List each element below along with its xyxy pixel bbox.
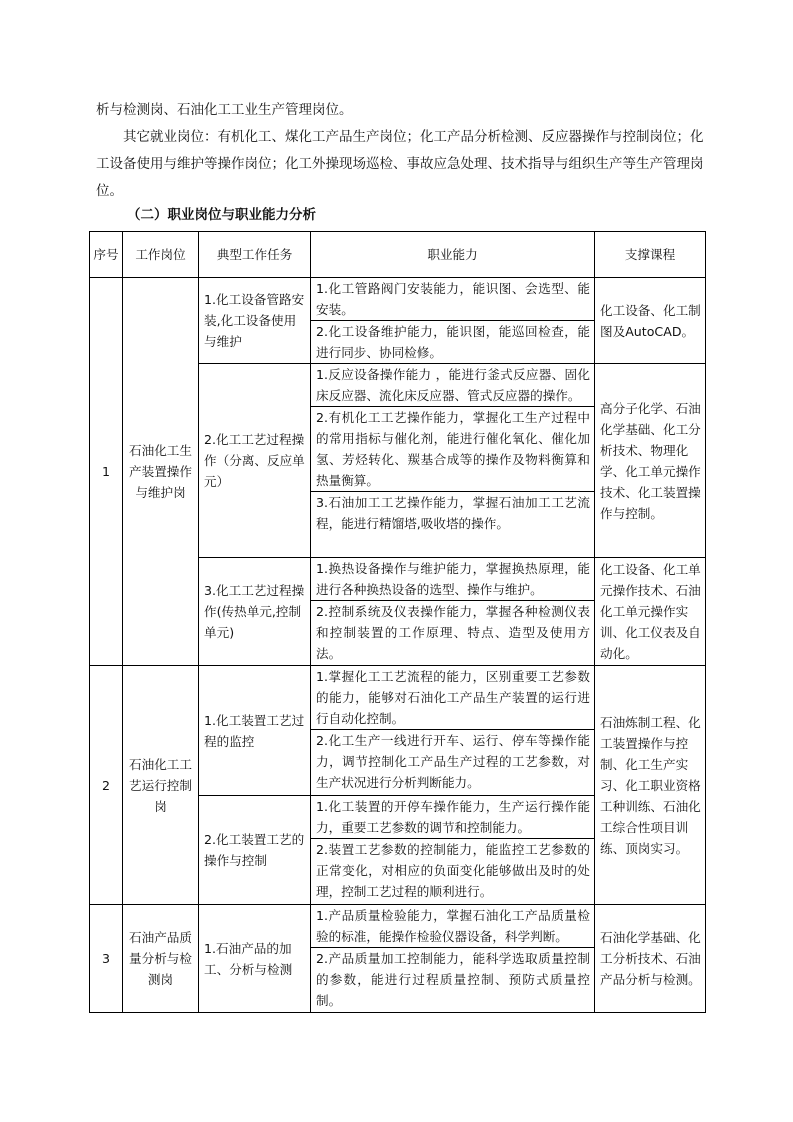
seq-cell: 1 [90, 278, 123, 666]
header-post: 工作岗位 [123, 232, 199, 278]
post-cell: 石油化工生产装置操作与维护岗 [123, 278, 199, 666]
task-cell: 2.化工工艺过程操作（分离、反应单元） [199, 364, 311, 558]
post-cell: 石油化工工艺运行控制岗 [123, 666, 199, 905]
ability-item: 2.有机化工工艺操作能力，掌握化工生产过程中的常用指标与催化剂，能进行催化氧化、催化加氢、芳烃转化、羰基合成等的操作及物料衡算和热量衡算。 [311, 406, 594, 491]
header-seq: 序号 [90, 232, 123, 278]
ability-cell [311, 905, 595, 1013]
course-cell: 石油化学基础、化工分析技术、石油产品分析与检测。 [595, 905, 706, 1013]
task-cell: 3.化工工艺过程操作(传热单元,控制单元) [199, 558, 311, 666]
ability-item: 2.化工生产一线进行开车、运行、停车等操作能力，调节控制化工产品生产过程的工艺参数，对生产状况进行分析判断能力。 [311, 729, 594, 793]
ability-item: 3.石油加工工艺操作能力，掌握石油加工工艺流程，能进行精馏塔,吸收塔的操作。 [311, 491, 594, 534]
task-cell: 1.石油产品的加工、分析与检测 [199, 905, 311, 1013]
ability-item: 2.化工设备维护能力，能识图，能巡回检查，能进行同步、协同检修。 [311, 320, 594, 363]
post-cell: 石油产品质量分析与检测岗 [123, 905, 199, 1013]
task-cell: 1.化工设备管路安装,化工设备使用与维护 [199, 278, 311, 364]
task-cell: 2.化工装置工艺的操作与控制 [199, 796, 311, 905]
ability-item: 1.掌握化工工艺流程的能力，区别重要工艺参数的能力，能够对石油化工产品生产装置的运行进行自动化控制。 [316, 669, 590, 726]
header-task: 典型工作任务 [199, 232, 311, 278]
job-ability-table [89, 231, 706, 1013]
ability-cell [311, 278, 595, 364]
ability-item: 2.产品质量加工控制能力，能科学选取质量控制的参数，能进行过程质量控制、预防式质量控制。 [311, 947, 594, 1011]
ability-item: 1.化工管路阀门安装能力，能识图、会选型、能安装。 [316, 281, 590, 317]
ability-cell [311, 666, 595, 796]
course-cell: 化工设备、化工制图及AutoCAD。 [595, 278, 706, 364]
ability-cell [311, 364, 595, 558]
table-header-row [90, 232, 706, 278]
header-course: 支撑课程 [595, 232, 706, 278]
ability-item: 2.装置工艺参数的控制能力，能监控工艺参数的正常变化，对相应的负面变化能够做出及时的处理，控制工艺过程的顺利进行。 [311, 838, 594, 902]
ability-cell [311, 558, 595, 666]
course-cell: 化工设备、化工单元操作技术、石油化工单元操作实训、化工仪表及自动化。 [595, 558, 706, 666]
table-row [90, 278, 706, 364]
table-row [90, 666, 706, 796]
course-cell: 高分子化学、石油化学基础、化工分析技术、物理化学、化工单元操作技术、化工装置操作与控制。 [595, 364, 706, 558]
ability-item: 1.化工装置的开停车操作能力，生产运行操作能力，重要工艺参数的调节和控制能力。 [316, 799, 590, 835]
task-cell: 1.化工装置工艺过程的监控 [199, 666, 311, 796]
paragraph-text: 其它就业岗位：有机化工、煤化工产品生产岗位；化工产品分析检测、反应器操作与控制岗位；化工设备使用与维护等操作岗位；化工外操现场巡检、事故应急处理、技术指导与组织生产等生产管理岗位。 [96, 129, 704, 199]
seq-cell: 2 [90, 666, 123, 905]
ability-item: 1.换热设备操作与维护能力，掌握换热原理，能进行各种换热设备的选型、操作与维护。 [316, 561, 590, 597]
ability-item: 2.控制系统及仪表操作能力，掌握各种检测仪表和控制装置的工作原理、特点、造型及使用方法。 [311, 600, 594, 664]
course-cell: 石油炼制工程、化工装置操作与控制、化工生产实习、化工职业资格工种训练、石油化工综合性项目训练、顶岗实习。 [595, 666, 706, 905]
section-heading: （二）职业岗位与职业能力分析 [127, 207, 316, 223]
table-row [90, 905, 706, 1013]
paragraph-line: 析与检测岗、石油化工工业生产管理岗位。 [96, 102, 353, 118]
seq-cell: 3 [90, 905, 123, 1013]
ability-item: 1.产品质量检验能力，掌握石油化工产品质量检验的标准，能操作检验仪器设备，科学判断。 [316, 908, 590, 944]
header-ability: 职业能力 [311, 232, 595, 278]
paragraph-other-posts [96, 124, 706, 205]
ability-cell [311, 796, 595, 905]
ability-item: 1.反应设备操作能力 ，能进行釜式反应器、固化床反应器、流化床反应器、管式反应器的操作。 [316, 367, 590, 403]
